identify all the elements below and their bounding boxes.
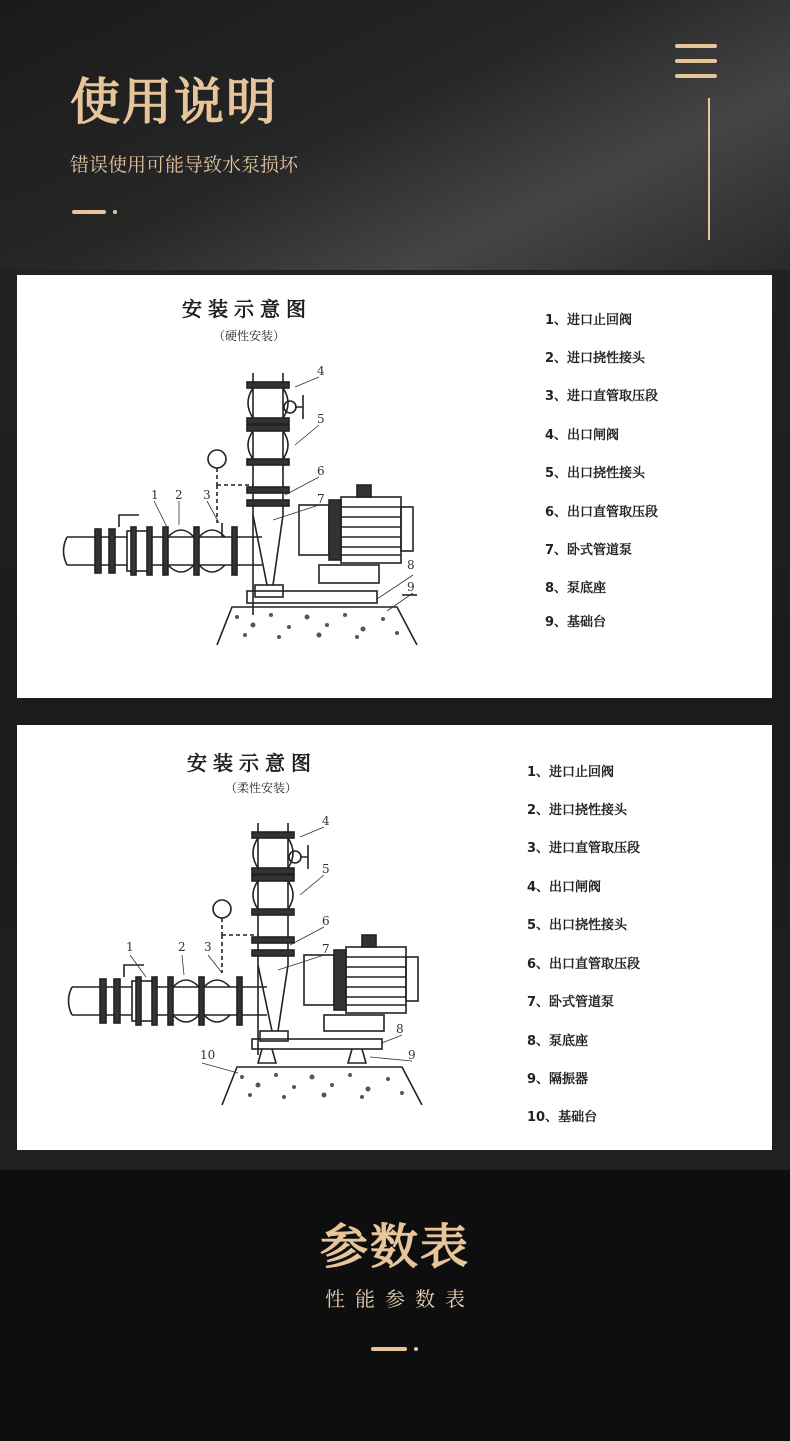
flexible-install-diagram: [62, 805, 432, 1105]
svg-text:8: 8: [407, 558, 415, 572]
svg-text:1: 1: [151, 488, 159, 502]
title-dot: [113, 210, 117, 214]
legend-item: 3、进口直管取压段: [527, 841, 641, 856]
panel-title: 安装示意图: [182, 297, 312, 321]
svg-text:1: 1: [126, 940, 134, 954]
legend-item: 4、出口闸阀: [545, 428, 620, 443]
svg-text:9: 9: [408, 1048, 416, 1062]
legend-item: 4、出口闸阀: [527, 880, 602, 895]
svg-text:10: 10: [200, 1048, 216, 1062]
panel-subtitle: （柔性安装）: [225, 781, 298, 795]
legend-item: 10、基础台: [527, 1110, 598, 1125]
svg-text:6: 6: [317, 464, 325, 478]
footer-dash: [371, 1347, 407, 1351]
menu-icon[interactable]: [675, 44, 717, 82]
svg-text:5: 5: [317, 412, 325, 426]
svg-text:2: 2: [178, 940, 186, 954]
footer-dot: [414, 1347, 418, 1351]
panel-subtitle: （硬性安装）: [213, 329, 286, 343]
decorative-line: [708, 98, 710, 240]
install-panel-flexible: [17, 725, 772, 1150]
legend-item: 7、卧式管道泵: [545, 543, 633, 558]
svg-text:3: 3: [203, 488, 211, 502]
legend-item: 9、隔振器: [527, 1072, 589, 1087]
section-title: 参数表: [319, 1219, 470, 1275]
svg-text:2: 2: [175, 488, 183, 502]
legend-item: 8、泵底座: [527, 1034, 589, 1049]
page-subtitle: 错误使用可能导致水泵损坏: [70, 154, 299, 176]
panel-title: 安装示意图: [187, 751, 317, 775]
legend-item: 5、出口挠性接头: [527, 918, 628, 933]
svg-text:9: 9: [407, 580, 415, 594]
svg-text:3: 3: [204, 940, 212, 954]
page-title: 使用说明: [70, 73, 278, 131]
title-dash: [72, 210, 106, 214]
hero-banner: [0, 0, 790, 270]
legend-item: 2、进口挠性接头: [545, 351, 646, 366]
legend-item: 5、出口挠性接头: [545, 466, 646, 481]
legend-item: 6、出口直管取压段: [527, 957, 641, 972]
legend-item: 3、进口直管取压段: [545, 389, 659, 404]
svg-text:8: 8: [396, 1022, 404, 1036]
svg-text:5: 5: [322, 862, 330, 876]
install-panel-rigid: [17, 275, 772, 698]
section-subtitle: 性能参数表: [325, 1287, 475, 1311]
legend-item: 2、进口挠性接头: [527, 803, 628, 818]
legend-item: 6、出口直管取压段: [545, 505, 659, 520]
svg-text:7: 7: [317, 492, 325, 506]
rigid-install-diagram: [57, 355, 427, 645]
legend-item: 9、基础台: [545, 615, 607, 630]
svg-text:7: 7: [322, 942, 330, 956]
legend-item: 7、卧式管道泵: [527, 995, 615, 1010]
svg-text:6: 6: [322, 914, 330, 928]
svg-text:4: 4: [317, 364, 325, 378]
svg-text:4: 4: [322, 814, 330, 828]
legend-item: 1、进口止回阀: [527, 765, 615, 780]
legend-item: 1、进口止回阀: [545, 313, 633, 328]
legend-item: 8、泵底座: [545, 581, 607, 596]
